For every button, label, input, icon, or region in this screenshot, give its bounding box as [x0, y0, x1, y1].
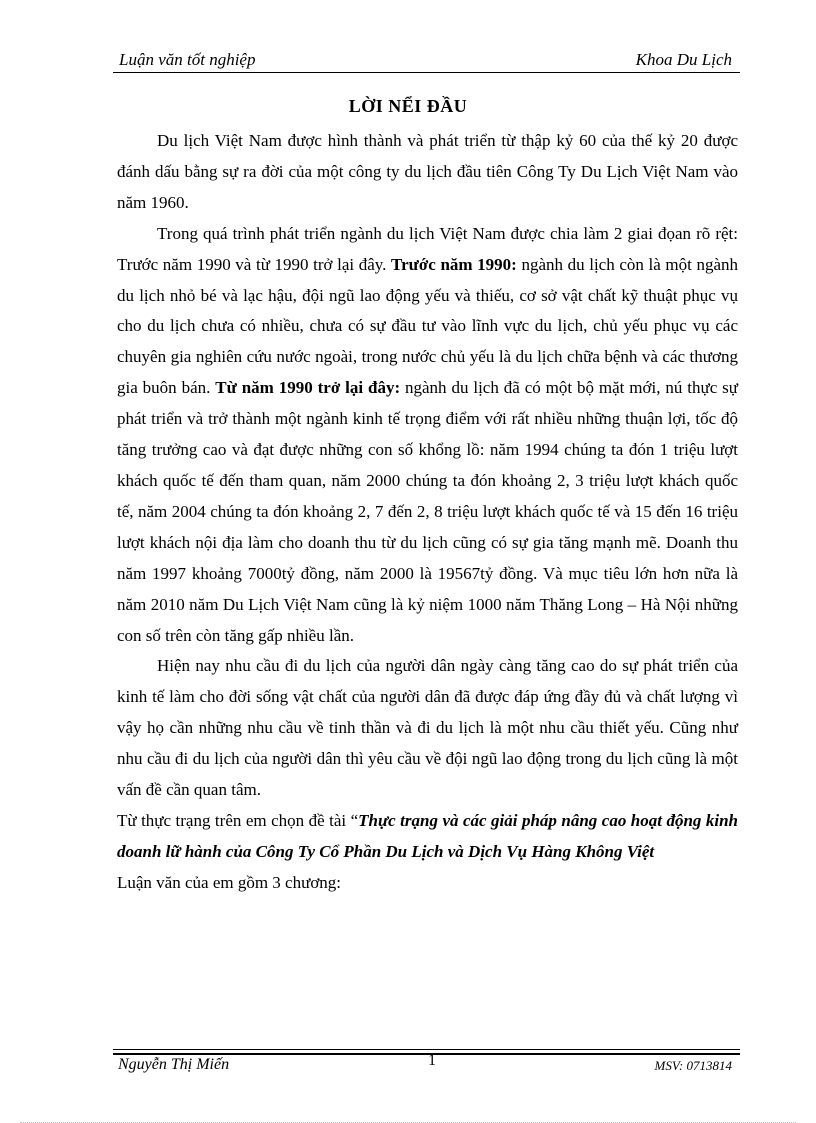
footer-student-id: MSV: 0713814: [654, 1058, 732, 1073]
page-title: LỜI NỂI ĐẦU: [348, 96, 468, 116]
paragraph-5: Luận văn của em gồm 3 chương:: [117, 872, 342, 892]
thesis-topic: Thực trạng và các giải pháp nâng cao hoạt động kinh doanh lữ hành của Công Ty Cổ Phần Du Lịch và Dịch Vụ Hàng Không Việt: [117, 810, 738, 861]
paragraph-2-text-b: ngành du lịch còn là một ngành du lịch nhỏ bé và lạc hậu, đội ngũ lao động yếu và thiếu, cơ sở vật chất kỹ thuật phục vụ cho du lịch chưa có nhiều, chưa có sự đầu tư vào lĩnh vực du lịch, chủ yếu phục vụ các chuyên gia nghiên cứu nước ngoài, trong nước chủ yếu là du lịch chữa bệnh và các thương gia buôn bán.: [117, 254, 738, 398]
paragraph-4-intro: Từ thực trạng trên em chọn đề tài “: [117, 810, 359, 830]
footer-page-number: 1: [428, 1052, 436, 1069]
footer-author: Nguyễn Thị Miến: [118, 1056, 230, 1073]
paragraph-2-bold-before-1990: Trước năm 1990:: [391, 254, 517, 274]
paragraph-2-text-c: ngành du lịch đã có một bộ mặt mới, nú thực sự phát triển và trở thành một ngành kinh tế trọng điểm với rất nhiều những thuận lợi, tốc độ tăng trưởng cao và đạt được những con số khổng lồ: năm 1994 chúng ta đón 1 triệu lượt khách quốc tế đến tham quan, năm 2000 chúng ta đón khoảng 2, 3 triệu lượt khách quốc tế, năm 2004 chúng ta đón khoảng 2, 7 đến 2, 8 triệu lượt khách quốc tế và 15 đến 16 triệu lượt khách nội địa làm cho doanh thu từ du lịch cũng có sự gia tăng mạnh mẽ. Doanh thu năm 1997 khoảng 7000tỷ đồng, năm 2000 là 19567tỷ đồng. Và mục tiêu lớn hơn nữa là năm 2010 năm Du Lịch Việt Nam cũng là kỷ niệm 1000 năm Thăng Long – Hà Nội những con số trên còn tăng gấp nhiều lần.: [117, 378, 738, 645]
header-thesis-label: Luận văn tốt nghiệp: [119, 50, 256, 69]
paragraph-2: [117, 219, 738, 652]
page-header: [113, 46, 740, 73]
paragraph-3: Hiện nay nhu cầu đi du lịch của người dân ngày càng tăng cao do sự phát triển của kinh tế làm cho đời sống vật chất của người dân đã được đáp ứng đầy đủ và chất lượng vì vậy họ cần những nhu cầu về tinh thần và đi du lịch là một nhu cầu thiết yếu. Cũng như nhu cầu đi du lịch của người dân thì yêu cầu về đội ngũ lao động trong du lịch cũng là một vấn đề cần quan tâm.: [117, 656, 738, 800]
footer-rule-thin: [113, 1049, 740, 1050]
document-body: [117, 126, 738, 899]
paragraph-4: [117, 806, 738, 868]
header-faculty-label: Khoa Du Lịch: [635, 50, 732, 69]
paragraph-2-bold-since-1990: Từ năm 1990 trở lại đây:: [215, 378, 401, 398]
paragraph-2-text-a: Trong quá trình phát triển ngành du lịch Việt Nam được chia làm 2 giai đọan rõ rệt: Trước năm 1990 và từ 1990 trở lại đây.: [117, 223, 738, 274]
paragraph-1: Du lịch Việt Nam được hình thành và phát triển từ thập kỷ 60 của thế kỷ 20 được đánh dấu bằng sự ra đời của một công ty du lịch đầu tiên Công Ty Du Lịch Việt Nam vào năm 1960.: [117, 131, 738, 212]
